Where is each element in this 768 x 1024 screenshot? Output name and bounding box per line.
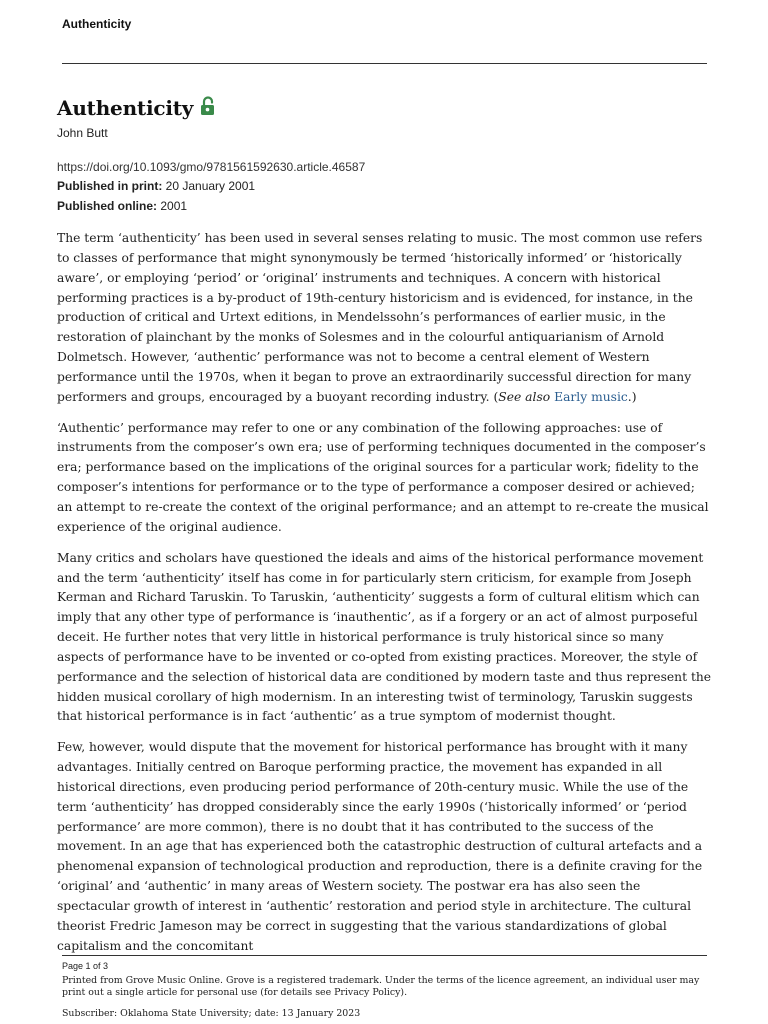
title-row [57, 96, 216, 120]
running-header: Authenticity [62, 17, 132, 31]
paragraph-1 [57, 229, 712, 408]
article-body [57, 229, 712, 968]
footer-divider [62, 955, 707, 956]
subscriber-line: Subscriber: Oklahoma State University; date: 13 January 2023 [62, 1008, 361, 1019]
header-divider [62, 63, 707, 64]
open-lock-icon [200, 96, 216, 116]
paragraph-4: Few, however, would dispute that the movement for historical performance has brought with it many advantages. Initially centred on Baroque performing practice, the movement has expanded in all historical directions, even producing period performance of 20th-century music. While the use of the term ‘authenticity’ has dropped considerably since the early 1990s (‘historically informed’ or ‘period performance’ are more common), there is no doubt that it has contributed to the success of the movement. In an age that has experienced both the catastrophic destruction of cultural artefacts and a phenomenal expansion of technological production and reproduction, there is a definite craving for the ‘original’ and ‘authentic’ in many areas of Western society. The postwar era has also seen the spectacular growth of interest in ‘authentic’ restoration and period style in architecture. The cultural theorist Fredric Jameson may be correct in suggesting that the various standardizations of global capitalism and the concomitant [57, 740, 703, 953]
see-also-label: See also [498, 389, 551, 404]
paragraph-3: Many critics and scholars have questioned the ideals and aims of the historical performance movement and the term ‘authenticity’ itself has come in for particularly stern criticism, for example from Joseph Kerman and Richard Taruskin. To Taruskin, ‘authenticity’ suggests a form of cultural elitism which can imply that any other type of performance is ‘inauthentic’, as if a forgery or an act of almost purposeful deceit. He further notes that very little in historical performance is truly historical since so many aspects of performance have to be invented or co-opted from existing practices. Moreover, the style of performance and the selection of historical data are conditioned by modern taste and thus represent the hidden musical corollary of high modernism. In an interesting twist of terminology, Taruskin suggests that historical performance is in fact ‘authentic’ as a true symptom of modernist thought. [57, 550, 712, 724]
article-title: Authenticity [57, 96, 194, 120]
paragraph-1-end: .) [627, 389, 637, 404]
published-online-value: 2001 [157, 199, 188, 213]
paragraph-2: ‘Authentic’ performance may refer to one or any combination of the following approaches: use of instruments from the composer’s own era; use of performing techniques documented in the composer’s era; performance based on the implications of the original sources for a particular work; fidelity to the composer’s intentions for performance or to the type of performance a composer desired or achieved; an attempt to re-create the context of the original performance; and an attempt to re-create the musical experience of the original audience. [57, 420, 709, 534]
page-number: Page 1 of 3 [62, 961, 109, 971]
published-print-value: 20 January 2001 [162, 179, 256, 193]
early-music-link[interactable]: Early music [554, 389, 628, 404]
article-author: John Butt [57, 126, 108, 140]
published-print [57, 179, 255, 193]
doi-link[interactable]: https://doi.org/10.1093/gmo/9781561592630.article.46587 [57, 160, 366, 174]
paragraph-1-text: The term ‘authenticity’ has been used in several senses relating to music. The most common use refers to classes of performance that might synonymously be termed ‘historically informed’ or ‘historically aware’, or employing ‘period’ or ‘original’ instruments and techniques. A concern with historical performing practices is a by-product of 19th-century historicism and is evidenced, for instance, in the production of critical and Urtext editions, in Mendelssohn’s performances of earlier music, in the restoration of plainchant by the monks of Solesmes and in the colourful antiquarianism of Arnold Dolmetsch. However, ‘authentic’ performance was not to become a central element of Western performance until the 1970s, when it began to prove an extraordinarily successful direction for many performers and groups, encouraged by a buoyant recording industry. ( [57, 231, 703, 404]
published-online-label: Published online: [57, 199, 158, 213]
print-notice: Printed from Grove Music Online. Grove is a registered trademark. Under the terms of the licence agreement, an individual user may print out a single article for personal use (for details see Privacy Policy). [62, 975, 700, 998]
published-online [57, 199, 187, 213]
published-print-label: Published in print: [57, 179, 163, 193]
